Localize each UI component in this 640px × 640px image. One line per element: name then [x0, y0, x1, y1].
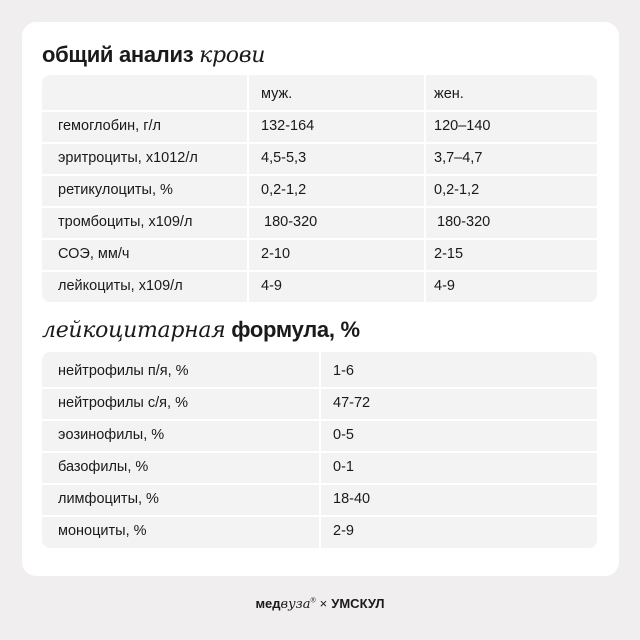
table-row — [42, 484, 597, 515]
leukocyte-table — [42, 352, 597, 548]
cell-type: моноциты, % — [58, 523, 147, 539]
umskul-logo: УМСКУЛ — [331, 596, 385, 611]
male-value: 180-320 — [264, 214, 318, 230]
param-name: гемоглобин, г/л — [58, 118, 161, 134]
registered-mark: ® — [310, 597, 316, 605]
medvuza-logo-part1: мед — [255, 596, 281, 611]
cell-type: нейтрофилы п/я, % — [58, 363, 189, 379]
female-value: 0,2-1,2 — [434, 182, 480, 198]
table-row — [42, 420, 597, 451]
cell-type: эозинофилы, % — [58, 427, 165, 443]
table-row — [42, 175, 597, 206]
table-row — [42, 143, 597, 174]
table-row — [42, 452, 597, 483]
male-value: 4,5-5,3 — [261, 150, 307, 166]
female-value: 2-15 — [434, 246, 464, 262]
table-row — [42, 356, 597, 387]
table-row — [42, 388, 597, 419]
percent-range: 47-72 — [333, 395, 371, 411]
table-header-row — [42, 79, 597, 110]
male-value: 4-9 — [261, 278, 282, 294]
param-name: ретикулоциты, % — [58, 182, 173, 198]
leukocyte-formula-title — [42, 319, 360, 342]
table-row — [42, 271, 597, 302]
percent-range: 1-6 — [333, 363, 354, 379]
param-name: тромбоциты, х109/л — [58, 214, 193, 230]
table-row — [42, 516, 597, 547]
percent-range: 0-5 — [333, 427, 354, 443]
leukocyte-title-bold: формула, % — [231, 317, 360, 342]
percent-range: 18-40 — [333, 491, 371, 507]
cell-type: лимфоциты, % — [58, 491, 159, 507]
footer-brands — [0, 596, 640, 612]
brand-separator: × — [319, 596, 328, 611]
table-row — [42, 239, 597, 270]
female-value: 4-9 — [434, 278, 455, 294]
female-value: 120–140 — [434, 118, 491, 134]
male-value: 0,2-1,2 — [261, 182, 307, 198]
content-card — [22, 22, 619, 576]
cell-type: нейтрофилы с/я, % — [58, 395, 188, 411]
medvuza-logo — [255, 596, 315, 611]
blood-test-title-bold: общий анализ — [42, 42, 194, 67]
female-value: 180-320 — [437, 214, 491, 230]
param-name: лейкоциты, х109/л — [58, 278, 183, 294]
blood-test-table — [42, 75, 597, 302]
male-value: 2-10 — [261, 246, 291, 262]
blood-test-title-italic: крови — [199, 43, 266, 68]
female-value: 3,7–4,7 — [434, 150, 483, 166]
table-row — [42, 111, 597, 142]
param-name: СОЭ, мм/ч — [58, 246, 130, 262]
blood-test-title — [42, 44, 265, 67]
medvuza-logo-part2: вуза — [280, 597, 311, 612]
cell-type: базофилы, % — [58, 459, 149, 475]
table-row — [42, 207, 597, 238]
male-value: 132-164 — [261, 118, 315, 134]
param-name: эритроциты, х1012/л — [58, 150, 198, 166]
header-female: жен. — [434, 86, 464, 102]
header-male: муж. — [261, 86, 293, 102]
percent-range: 2-9 — [333, 523, 354, 539]
leukocyte-title-italic: лейкоцитарная — [42, 318, 226, 343]
percent-range: 0-1 — [333, 459, 354, 475]
